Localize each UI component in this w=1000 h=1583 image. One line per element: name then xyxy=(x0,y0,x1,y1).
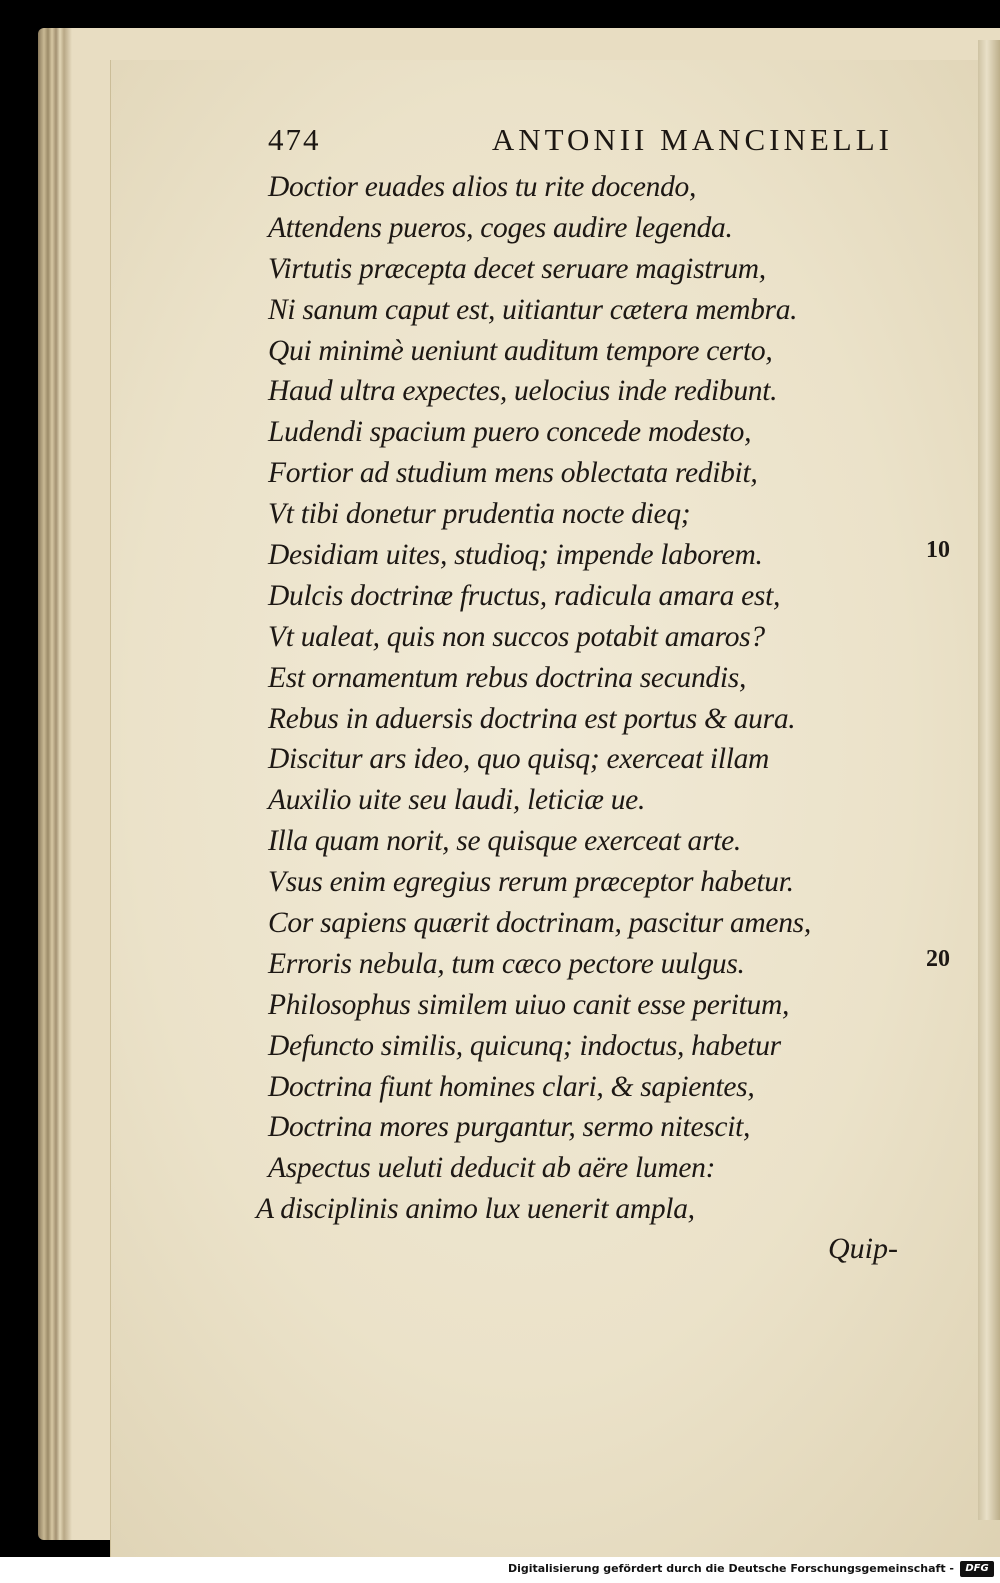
verse-line: Ni sanum caput est, uitiantur cætera membra. xyxy=(268,293,798,326)
verse-line: Attendens pueros, coges audire legenda. xyxy=(268,211,733,244)
verse-line: Doctrina mores purgantur, sermo nitescit, xyxy=(268,1111,751,1144)
dfg-logo: DFG xyxy=(960,1561,994,1577)
verse-line: Dulcis doctrinæ fructus, radicula amara est, xyxy=(268,579,781,612)
verse-line: Haud ultra expectes, uelocius inde redibunt. xyxy=(268,375,778,408)
page-number: 474 xyxy=(268,122,321,157)
line-marker-10: 10 xyxy=(926,537,950,563)
verse-line: Desidiam uites, studioq; impende laborem. xyxy=(268,539,763,572)
verse-line: Doctior euades alios tu rite docendo, xyxy=(268,171,697,203)
line-marker-20: 20 xyxy=(926,946,950,972)
verse-line: Vsus enim egregius rerum præceptor habetur. xyxy=(268,866,794,899)
verse-line: Erroris nebula, tum cæco pectore uulgus. xyxy=(268,947,745,980)
bleed-through-texture xyxy=(905,190,995,1390)
verse-line: Est ornamentum rebus doctrina secundis, xyxy=(268,661,747,694)
verse-line: Virtutis præcepta decet seruare magistrum, xyxy=(268,252,766,285)
verse-line: Illa quam norit, se quisque exerceat arte. xyxy=(268,825,741,858)
verse-line: Vt tibi donetur prudentia nocte dieq; xyxy=(268,498,691,531)
verse-list xyxy=(256,167,908,1230)
verse-line: Fortior ad studium mens oblectata redibit, xyxy=(268,457,758,490)
running-head xyxy=(268,122,893,158)
verse-line: Auxilio uite seu laudi, leticiæ ue. xyxy=(268,784,646,817)
verse-line: Defuncto similis, quicunq; indoctus, habetur xyxy=(268,1029,781,1062)
verse-line: Qui minimè ueniunt auditum tempore certo, xyxy=(268,334,773,367)
verse-line: Aspectus ueluti deducit ab aëre lumen: xyxy=(268,1152,716,1185)
verse-line: Doctrina fiunt homines clari, & sapientes, xyxy=(268,1070,755,1103)
verse-line: Rebus in aduersis doctrina est portus & aura. xyxy=(268,702,796,735)
catchword: Quip- xyxy=(828,1232,898,1265)
running-title: ANTONII MANCINELLI xyxy=(491,122,893,157)
verse-line: Vt ualeat, quis non succos potabit amaros? xyxy=(268,620,765,653)
footer-credit: Digitalisierung gefördert durch die Deutsche Forschungsgemeinschaft - xyxy=(507,1562,954,1575)
verse-line: A disciplinis animo lux uenerit ampla, xyxy=(256,1193,695,1226)
verse-line: Philosophus similem uiuo canit esse peritum, xyxy=(268,988,790,1021)
digitization-footer xyxy=(0,1557,1000,1583)
verse-line: Ludendi spacium puero concede modesto, xyxy=(268,416,752,449)
verse-line: Discitur ars ideo, quo quisq; exerceat illam xyxy=(268,743,770,776)
verse-line: Cor sapiens quærit doctrinam, pascitur amens, xyxy=(268,907,811,940)
